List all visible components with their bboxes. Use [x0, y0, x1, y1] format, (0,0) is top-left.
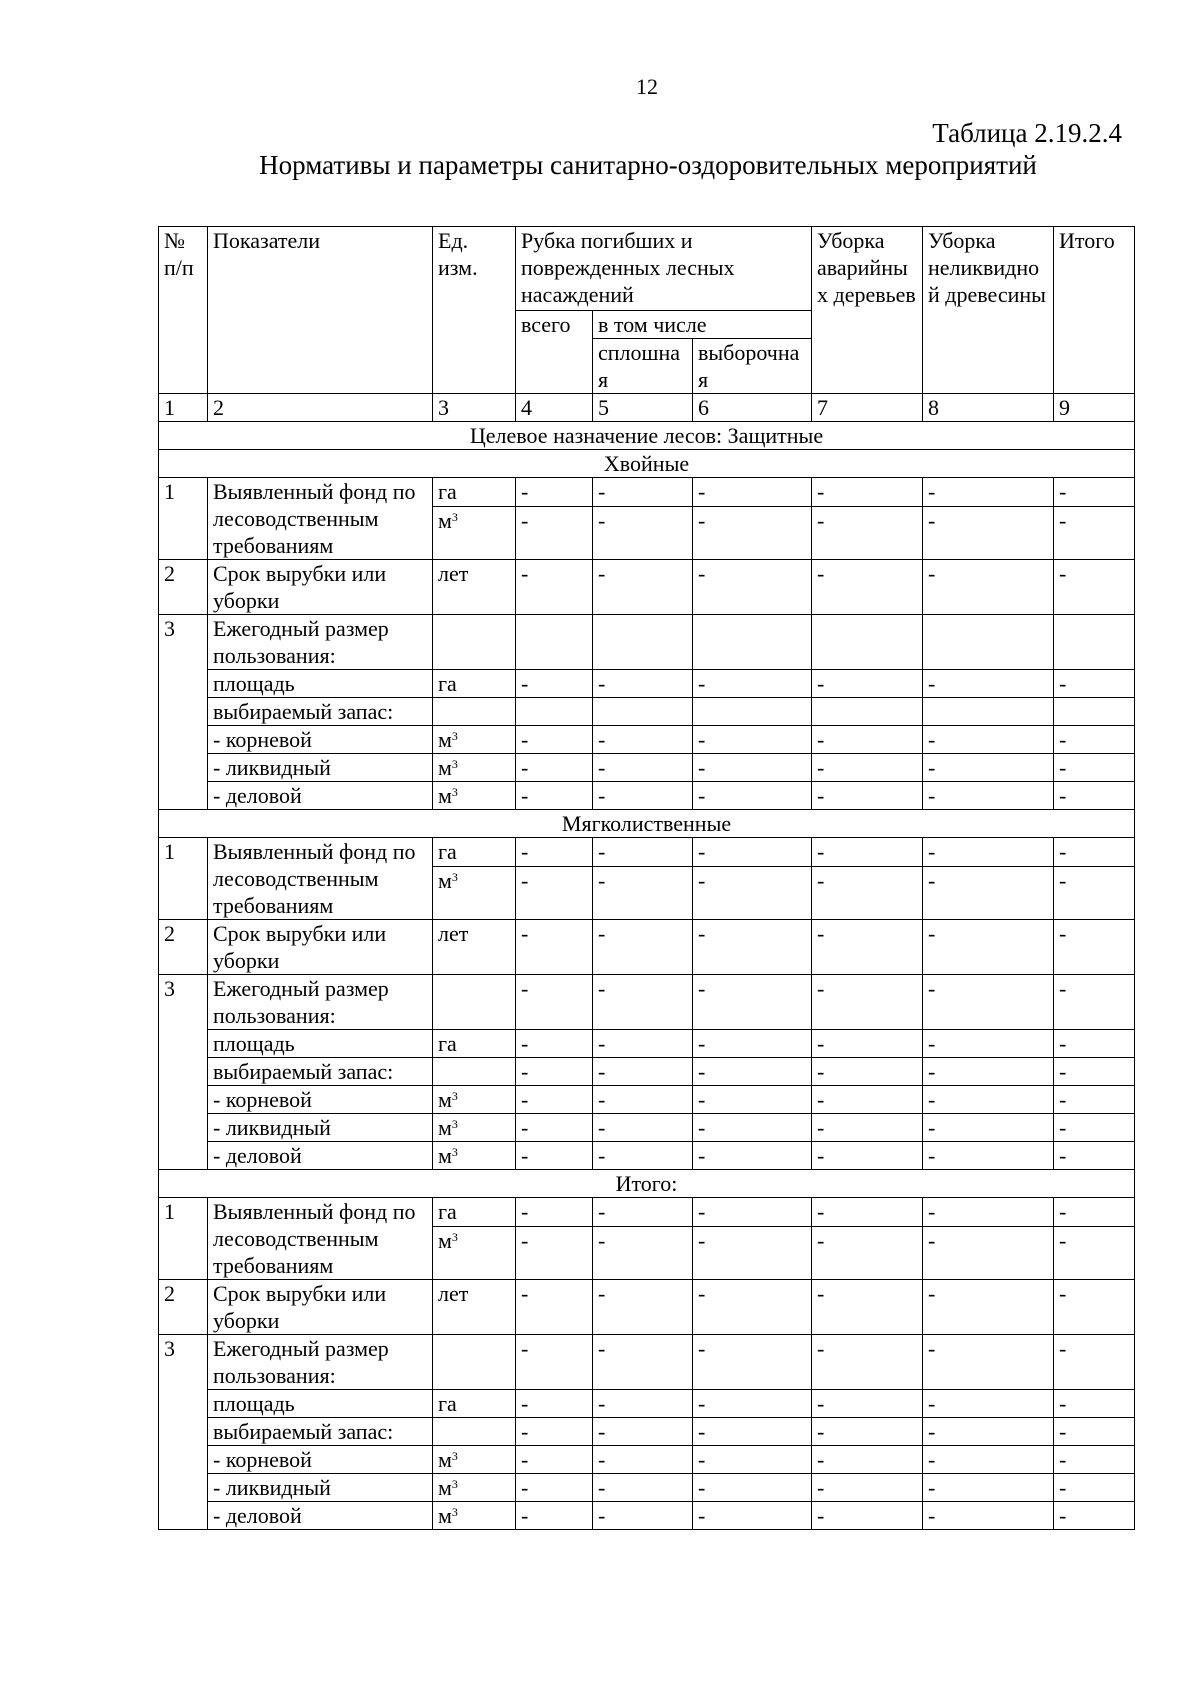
value-cell: -	[1054, 866, 1135, 919]
value-cell: -	[516, 1114, 593, 1142]
value-cell: -	[593, 726, 693, 754]
value-cell: -	[812, 1142, 923, 1170]
header-emergency: Уборка аварийны х деревьев	[812, 227, 923, 394]
value-cell: -	[923, 1280, 1054, 1335]
value-cell: -	[812, 1418, 923, 1446]
value-cell: -	[593, 782, 693, 810]
col-number-8: 8	[923, 394, 1054, 422]
unit-cell	[433, 975, 516, 1030]
value-cell: -	[516, 726, 593, 754]
value-cell: -	[923, 1198, 1054, 1227]
col-number-3: 3	[433, 394, 516, 422]
norms-table	[158, 226, 1135, 1530]
table-row	[159, 1142, 1135, 1170]
value-cell: -	[593, 506, 693, 559]
value-cell: -	[1054, 1390, 1135, 1418]
header-clear: сплошна я	[593, 339, 693, 394]
value-cell	[812, 698, 923, 726]
table-row	[159, 1390, 1135, 1418]
value-cell: -	[812, 754, 923, 782]
value-cell: -	[923, 506, 1054, 559]
unit-cell: $м^3$	[433, 1114, 516, 1142]
value-cell: -	[693, 1418, 812, 1446]
value-cell: -	[923, 838, 1054, 867]
value-cell: -	[593, 1058, 693, 1086]
unit-cell: $м^3$	[433, 1474, 516, 1502]
unit-cell	[433, 1058, 516, 1086]
table-row	[159, 478, 1135, 507]
value-cell: -	[516, 920, 593, 975]
value-cell: -	[1054, 1142, 1135, 1170]
value-cell: -	[593, 975, 693, 1030]
value-cell	[693, 698, 812, 726]
table-title: Нормативы и параметры санитарно-оздоровительных мероприятий	[259, 150, 1037, 180]
indicator-label: - корневой	[208, 726, 433, 754]
header-including: в том числе	[593, 311, 812, 339]
value-cell: -	[1054, 670, 1135, 698]
value-cell: -	[923, 975, 1054, 1030]
indicator-label: - корневой	[208, 1086, 433, 1114]
table-row	[159, 1198, 1135, 1227]
value-cell	[1054, 615, 1135, 670]
value-cell: -	[1054, 782, 1135, 810]
value-cell: -	[1054, 506, 1135, 559]
table-row	[159, 1058, 1135, 1086]
value-cell	[923, 698, 1054, 726]
table-row	[159, 560, 1135, 615]
value-cell: -	[593, 1390, 693, 1418]
page-number: 12	[636, 74, 658, 99]
value-cell: -	[812, 478, 923, 507]
value-cell: -	[693, 506, 812, 559]
indicator-label: площадь	[208, 1390, 433, 1418]
value-cell	[593, 615, 693, 670]
value-cell: -	[516, 1446, 593, 1474]
value-cell: -	[812, 866, 923, 919]
col-number-5: 5	[593, 394, 693, 422]
table-row	[159, 920, 1135, 975]
row-number: 2	[159, 920, 208, 975]
row-number: 1	[159, 838, 208, 920]
value-cell: -	[693, 838, 812, 867]
value-cell: -	[812, 560, 923, 615]
table-number: Таблица 2.19.2.4	[932, 118, 1122, 148]
value-cell: -	[593, 1335, 693, 1390]
value-cell: -	[812, 726, 923, 754]
value-cell: -	[812, 1114, 923, 1142]
value-cell: -	[923, 1446, 1054, 1474]
value-cell: -	[593, 1418, 693, 1446]
value-cell	[923, 615, 1054, 670]
unit-cell	[433, 698, 516, 726]
value-cell	[693, 615, 812, 670]
value-cell: -	[812, 1446, 923, 1474]
header-selective: выборочна я	[693, 339, 812, 394]
value-cell: -	[593, 560, 693, 615]
value-cell: -	[1054, 1226, 1135, 1279]
value-cell: -	[923, 726, 1054, 754]
value-cell: -	[516, 1502, 593, 1530]
section-header: Итого:	[159, 1170, 1135, 1198]
value-cell: -	[516, 975, 593, 1030]
value-cell: -	[1054, 1030, 1135, 1058]
unit-cell: $м^3$	[433, 506, 516, 559]
section-header: Хвойные	[159, 450, 1135, 478]
col-number-1: 1	[159, 394, 208, 422]
value-cell: -	[693, 1142, 812, 1170]
header-unit: Ед. изм.	[433, 227, 516, 394]
unit-cell: га	[433, 478, 516, 507]
unit-cell: $м^3$	[433, 754, 516, 782]
col-number-6: 6	[693, 394, 812, 422]
row-number: 1	[159, 1198, 208, 1280]
value-cell: -	[1054, 560, 1135, 615]
row-number: 3	[159, 1335, 208, 1530]
value-cell: -	[923, 1058, 1054, 1086]
value-cell: -	[812, 838, 923, 867]
table-row	[159, 782, 1135, 810]
value-cell: -	[1054, 1335, 1135, 1390]
indicator-label: Выявленный фонд по лесоводственным требованиям	[208, 478, 433, 560]
value-cell: -	[693, 782, 812, 810]
value-cell: -	[516, 782, 593, 810]
value-cell: -	[1054, 478, 1135, 507]
value-cell: -	[693, 975, 812, 1030]
col-number-7: 7	[812, 394, 923, 422]
row-number: 2	[159, 1280, 208, 1335]
indicator-label: Ежегодный размер пользования:	[208, 615, 433, 670]
value-cell	[1054, 698, 1135, 726]
indicator-label: Выявленный фонд по лесоводственным требованиям	[208, 1198, 433, 1280]
value-cell: -	[923, 1502, 1054, 1530]
value-cell: -	[923, 560, 1054, 615]
value-cell: -	[693, 1335, 812, 1390]
value-cell: -	[1054, 726, 1135, 754]
value-cell: -	[1054, 1474, 1135, 1502]
value-cell: -	[923, 1030, 1054, 1058]
value-cell: -	[693, 866, 812, 919]
value-cell: -	[812, 1226, 923, 1279]
row-number: 3	[159, 615, 208, 810]
value-cell: -	[1054, 1418, 1135, 1446]
value-cell: -	[593, 1114, 693, 1142]
value-cell: -	[693, 726, 812, 754]
table-row	[159, 615, 1135, 670]
value-cell: -	[593, 1198, 693, 1227]
table-row	[159, 1502, 1135, 1530]
unit-cell	[433, 615, 516, 670]
header-itogo: Итого	[1054, 227, 1135, 394]
value-cell: -	[593, 1226, 693, 1279]
indicator-label: Срок вырубки или уборки	[208, 920, 433, 975]
unit-cell: га	[433, 1198, 516, 1227]
value-cell: -	[923, 754, 1054, 782]
value-cell: -	[923, 782, 1054, 810]
purpose-row: Целевое назначение лесов: Защитные	[159, 422, 1135, 450]
indicator-label: площадь	[208, 670, 433, 698]
value-cell: -	[693, 1474, 812, 1502]
value-cell: -	[1054, 1086, 1135, 1114]
value-cell: -	[516, 754, 593, 782]
header-num: № п/п	[159, 227, 208, 394]
value-cell: -	[812, 1030, 923, 1058]
value-cell: -	[516, 1058, 593, 1086]
value-cell: -	[516, 560, 593, 615]
unit-cell: лет	[433, 920, 516, 975]
value-cell: -	[812, 1502, 923, 1530]
row-number: 2	[159, 560, 208, 615]
unit-cell: га	[433, 838, 516, 867]
value-cell: -	[1054, 754, 1135, 782]
value-cell: -	[693, 1280, 812, 1335]
unit-cell: $м^3$	[433, 1446, 516, 1474]
value-cell: -	[812, 1058, 923, 1086]
indicator-label: выбираемый запас:	[208, 1058, 433, 1086]
value-cell: -	[593, 754, 693, 782]
value-cell: -	[923, 1474, 1054, 1502]
value-cell: -	[593, 1446, 693, 1474]
table-row	[159, 838, 1135, 867]
value-cell: -	[1054, 1198, 1135, 1227]
header-indicator: Показатели	[208, 227, 433, 394]
value-cell: -	[693, 560, 812, 615]
value-cell: -	[693, 478, 812, 507]
value-cell: -	[1054, 920, 1135, 975]
value-cell: -	[693, 1198, 812, 1227]
value-cell: -	[812, 1335, 923, 1390]
value-cell: -	[923, 1086, 1054, 1114]
value-cell: -	[516, 1086, 593, 1114]
value-cell: -	[1054, 1502, 1135, 1530]
table-row	[159, 1280, 1135, 1335]
value-cell: -	[1054, 975, 1135, 1030]
unit-cell: $м^3$	[433, 726, 516, 754]
indicator-label: Ежегодный размер пользования:	[208, 975, 433, 1030]
value-cell: -	[593, 866, 693, 919]
section-header: Мягколиственные	[159, 810, 1135, 838]
value-cell: -	[812, 1086, 923, 1114]
unit-cell	[433, 1418, 516, 1446]
value-cell: -	[516, 838, 593, 867]
table-row	[159, 670, 1135, 698]
value-cell: -	[693, 1226, 812, 1279]
value-cell: -	[693, 920, 812, 975]
value-cell: -	[593, 1474, 693, 1502]
value-cell: -	[812, 670, 923, 698]
value-cell: -	[1054, 838, 1135, 867]
indicator-label: площадь	[208, 1030, 433, 1058]
value-cell: -	[693, 1114, 812, 1142]
unit-cell: $м^3$	[433, 1086, 516, 1114]
value-cell: -	[693, 1030, 812, 1058]
unit-cell: $м^3$	[433, 1142, 516, 1170]
table-row	[159, 1335, 1135, 1390]
value-cell: -	[923, 866, 1054, 919]
value-cell: -	[923, 1114, 1054, 1142]
value-cell: -	[593, 1030, 693, 1058]
value-cell	[516, 698, 593, 726]
unit-cell: $м^3$	[433, 1502, 516, 1530]
value-cell: -	[593, 1142, 693, 1170]
table-row	[159, 975, 1135, 1030]
value-cell: -	[923, 478, 1054, 507]
value-cell: -	[923, 1142, 1054, 1170]
unit-cell: га	[433, 670, 516, 698]
value-cell: -	[693, 1502, 812, 1530]
table-row	[159, 1086, 1135, 1114]
value-cell: -	[693, 1390, 812, 1418]
value-cell	[516, 615, 593, 670]
value-cell: -	[593, 838, 693, 867]
value-cell: -	[593, 1086, 693, 1114]
col-number-9: 9	[1054, 394, 1135, 422]
header-felling: Рубка погибших и поврежденных лесных насаждений	[516, 227, 812, 311]
value-cell: -	[812, 1280, 923, 1335]
value-cell: -	[923, 1226, 1054, 1279]
value-cell: -	[693, 1086, 812, 1114]
unit-cell: $м^3$	[433, 782, 516, 810]
table-row	[159, 754, 1135, 782]
value-cell: -	[812, 975, 923, 1030]
row-number: 1	[159, 478, 208, 560]
value-cell: -	[516, 1142, 593, 1170]
table-row	[159, 1446, 1135, 1474]
value-cell: -	[812, 1474, 923, 1502]
value-cell: -	[516, 478, 593, 507]
value-cell: -	[516, 670, 593, 698]
value-cell: -	[516, 1418, 593, 1446]
value-cell: -	[516, 1226, 593, 1279]
value-cell: -	[516, 1335, 593, 1390]
value-cell: -	[593, 478, 693, 507]
table-row	[159, 1114, 1135, 1142]
value-cell: -	[812, 782, 923, 810]
table-row	[159, 726, 1135, 754]
value-cell: -	[593, 920, 693, 975]
value-cell: -	[593, 1502, 693, 1530]
table-row	[159, 1030, 1135, 1058]
unit-cell: $м^3$	[433, 866, 516, 919]
value-cell: -	[923, 920, 1054, 975]
indicator-label: Срок вырубки или уборки	[208, 560, 433, 615]
indicator-label: - ликвидный	[208, 1474, 433, 1502]
value-cell: -	[812, 506, 923, 559]
value-cell: -	[693, 670, 812, 698]
value-cell	[812, 615, 923, 670]
unit-cell: $м^3$	[433, 1226, 516, 1279]
value-cell: -	[516, 1280, 593, 1335]
indicator-label: - деловой	[208, 1142, 433, 1170]
value-cell: -	[516, 506, 593, 559]
value-cell: -	[516, 1030, 593, 1058]
value-cell: -	[923, 1390, 1054, 1418]
indicator-label: - деловой	[208, 1502, 433, 1530]
table-row	[159, 1418, 1135, 1446]
value-cell: -	[516, 866, 593, 919]
value-cell: -	[1054, 1280, 1135, 1335]
value-cell: -	[693, 754, 812, 782]
value-cell: -	[693, 1446, 812, 1474]
value-cell: -	[1054, 1446, 1135, 1474]
value-cell: -	[516, 1198, 593, 1227]
value-cell: -	[693, 1058, 812, 1086]
value-cell: -	[593, 1280, 693, 1335]
unit-cell	[433, 1335, 516, 1390]
table-row	[159, 698, 1135, 726]
indicator-label: выбираемый запас:	[208, 1418, 433, 1446]
value-cell: -	[1054, 1058, 1135, 1086]
unit-cell: лет	[433, 1280, 516, 1335]
indicator-label: - корневой	[208, 1446, 433, 1474]
col-number-4: 4	[516, 394, 593, 422]
unit-cell: га	[433, 1390, 516, 1418]
value-cell: -	[812, 1198, 923, 1227]
indicator-label: выбираемый запас:	[208, 698, 433, 726]
value-cell: -	[812, 1390, 923, 1418]
indicator-label: Срок вырубки или уборки	[208, 1280, 433, 1335]
value-cell: -	[923, 1335, 1054, 1390]
header-illiquid: Уборка неликвидно й древесины	[923, 227, 1054, 394]
value-cell: -	[516, 1390, 593, 1418]
unit-cell: га	[433, 1030, 516, 1058]
value-cell	[593, 698, 693, 726]
value-cell: -	[593, 670, 693, 698]
col-number-2: 2	[208, 394, 433, 422]
row-number: 3	[159, 975, 208, 1170]
header-total-col: всего	[516, 311, 593, 394]
table-row	[159, 1474, 1135, 1502]
indicator-label: - ликвидный	[208, 1114, 433, 1142]
indicator-label: - деловой	[208, 782, 433, 810]
indicator-label: - ликвидный	[208, 754, 433, 782]
indicator-label: Ежегодный размер пользования:	[208, 1335, 433, 1390]
value-cell: -	[1054, 1114, 1135, 1142]
value-cell: -	[516, 1474, 593, 1502]
value-cell: -	[923, 1418, 1054, 1446]
value-cell: -	[923, 670, 1054, 698]
unit-cell: лет	[433, 560, 516, 615]
indicator-label: Выявленный фонд по лесоводственным требованиям	[208, 838, 433, 920]
value-cell: -	[812, 920, 923, 975]
